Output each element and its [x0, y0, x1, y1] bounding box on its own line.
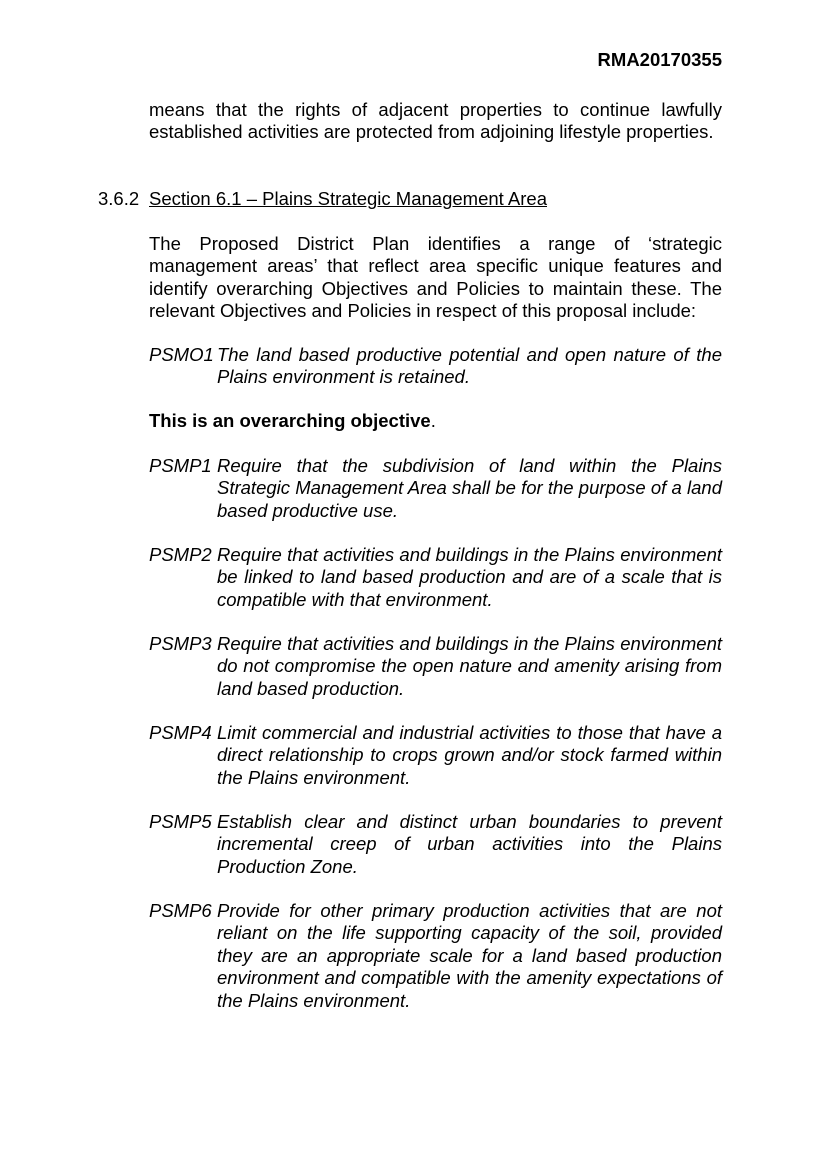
policy-text: Provide for other primary production activities that are not reliant on the life supporting capacity of the soil, provided they are an appropriate scale for a land based production environment and compatible with the amenity expectations of the Plains environment. [217, 900, 722, 1011]
section-number: 3.6.2 [98, 188, 140, 209]
policy-code: PSMP1 [149, 455, 212, 476]
policy-text: Establish clear and distinct urban boundaries to prevent incremental creep of urban activities into the Plains Production Zone. [217, 811, 722, 877]
objective-note-bold: This is an overarching objective [149, 410, 431, 431]
objective-note-tail: . [430, 410, 436, 431]
policy-text: Require that activities and buildings in the Plains environment do not compromise the open nature and amenity arising from land based production. [217, 633, 722, 699]
section-heading: Section 6.1 – Plains Strategic Management Area [149, 188, 547, 209]
policy-text: Require that the subdivision of land within the Plains Strategic Management Area shall be for the purpose of a land based productive use. [217, 455, 722, 521]
policy-code: PSMP6 [149, 900, 212, 921]
document-reference: RMA20170355 [597, 49, 722, 70]
policy-psmp3 [149, 633, 722, 700]
policy-code: PSMP4 [149, 722, 212, 743]
objective-code: PSMO1 [149, 344, 214, 365]
policy-text: Limit commercial and industrial activities to those that have a direct relationship to crops grown and/or stock farmed within the Plains environment. [217, 722, 722, 788]
intro-paragraph: means that the rights of adjacent properties to continue lawfully established activities are protected from adjoining lifestyle properties. [149, 99, 722, 143]
policy-code: PSMP5 [149, 811, 212, 832]
policy-text: Require that activities and buildings in the Plains environment be linked to land based production and are of a scale that is compatible with that environment. [217, 544, 722, 610]
policy-code: PSMP2 [149, 544, 212, 565]
section-body: The Proposed District Plan identifies a range of ‘strategic management areas’ that reflect area specific unique features and identify overarching Objectives and Policies to maintain these. The relevant Objectives and Policies in respect of this proposal include: [149, 233, 722, 322]
objective-note [149, 410, 436, 432]
policy-psmp2 [149, 544, 722, 611]
policy-psmp6 [149, 900, 722, 1012]
objective-text: The land based productive potential and open nature of the Plains environment is retained. [217, 344, 722, 388]
objective-psmo1 [149, 344, 722, 389]
policy-psmp5 [149, 811, 722, 878]
policy-code: PSMP3 [149, 633, 212, 654]
policy-psmp1 [149, 455, 722, 522]
policy-psmp4 [149, 722, 722, 789]
